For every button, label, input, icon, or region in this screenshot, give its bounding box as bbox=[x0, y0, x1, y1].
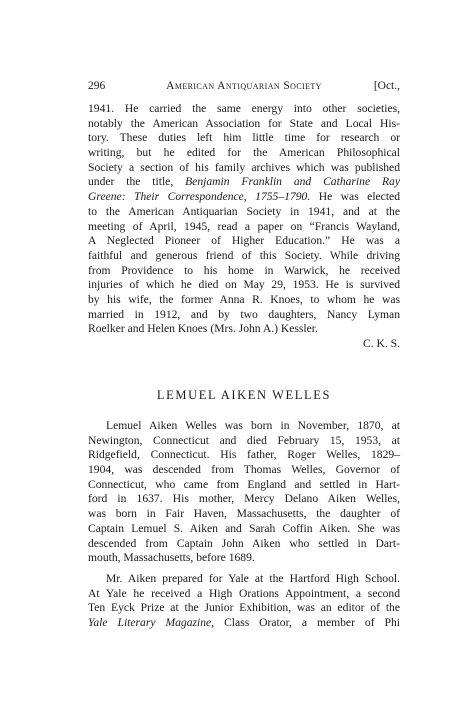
text-line: writing, but he edited for the American Philosophical bbox=[88, 146, 400, 160]
text-line: from Providence to his home in Warwick, he received bbox=[88, 263, 400, 277]
text-line: 1904, was descended from Thomas Welles, Governor of bbox=[88, 463, 400, 477]
text-line: meeting of April, 1945, read a paper on “Francis Wayland, bbox=[88, 219, 400, 233]
text-line: At Yale he received a High Orations Appointment, a second bbox=[88, 586, 400, 600]
text-line: mouth, Massachusetts, before 1689. bbox=[88, 551, 255, 565]
text-line bbox=[88, 190, 400, 205]
text-line: Newington, Connecticut and died February 15, 1953, at bbox=[88, 433, 400, 447]
text-line: A Neglected Pioneer of Higher Education.” He was a bbox=[88, 234, 400, 248]
magazine-title: Yale Literary Magazine, bbox=[88, 616, 215, 630]
obituary-paragraph-1 bbox=[88, 419, 400, 566]
text-line: notably the American Association for State and Local His- bbox=[88, 116, 400, 130]
book-title-continued: Greene: Their Correspondence, 1755–1790. bbox=[88, 190, 311, 204]
book-title: Benjamin Franklin and Catharine Ray bbox=[185, 175, 400, 189]
previous-obituary-text bbox=[88, 102, 400, 352]
text-line: 1941. He carried the same energy into other societies, bbox=[88, 102, 400, 115]
text-line: Lemuel Aiken Welles was born in November, 1870, at bbox=[106, 419, 400, 432]
text-line bbox=[88, 616, 400, 631]
text-line: Roelker and Helen Knoes (Mrs. John A.) Kessler. bbox=[88, 322, 318, 336]
author-initials: C. K. S. bbox=[362, 337, 400, 350]
text-line: Society a section of his family archives which was published bbox=[88, 160, 400, 174]
text-line: injuries of which he died on May 29, 1953. He is survived bbox=[88, 278, 400, 292]
text-line: by his wife, the former Anna R. Knoes, to whom he was bbox=[88, 292, 400, 306]
running-head bbox=[88, 78, 400, 94]
text-line: Ten Eyck Prize at the Junior Exhibition, was an editor of the bbox=[88, 601, 400, 615]
text-line: ford in 1637. His mother, Mercy Delano Aiken Welles, bbox=[88, 492, 400, 506]
text-line: Captain Lemuel S. Aiken and Sarah Coffin Aiken. She was bbox=[88, 521, 400, 535]
text-fragment: Class Orator, a member of Phi bbox=[224, 616, 400, 630]
text-fragment: He was elected bbox=[318, 190, 400, 204]
issue-date: [Oct., bbox=[373, 80, 400, 92]
text-line: Mr. Aiken prepared for Yale at the Hartford High School. bbox=[106, 572, 400, 585]
text-line: to the American Antiquarian Society in 1941, and at the bbox=[88, 204, 400, 218]
page-number: 296 bbox=[88, 80, 106, 92]
text-fragment: under the title, bbox=[88, 175, 174, 189]
text-line: Connecticut, who came from England and settled in Hart- bbox=[88, 477, 400, 491]
text-line: was born in Fair Haven, Massachusetts, the daughter of bbox=[88, 507, 400, 521]
obituary-paragraph-2 bbox=[88, 572, 400, 631]
text-line bbox=[88, 175, 400, 190]
obituary-heading: LEMUEL AIKEN WELLES bbox=[156, 388, 332, 402]
text-line: Ridgefield, Connecticut. His father, Roger Welles, 1829– bbox=[88, 448, 400, 462]
text-line: tory. These duties left him little time for research or bbox=[88, 131, 400, 145]
text-line: married in 1912, and by two daughters, Nancy Lyman bbox=[88, 307, 400, 321]
journal-title: American Antiquarian Society bbox=[166, 80, 322, 92]
text-line: descended from Captain John Aiken who settled in Dart- bbox=[88, 536, 400, 550]
text-line: faithful and generous friend of this Society. While driving bbox=[88, 248, 400, 262]
